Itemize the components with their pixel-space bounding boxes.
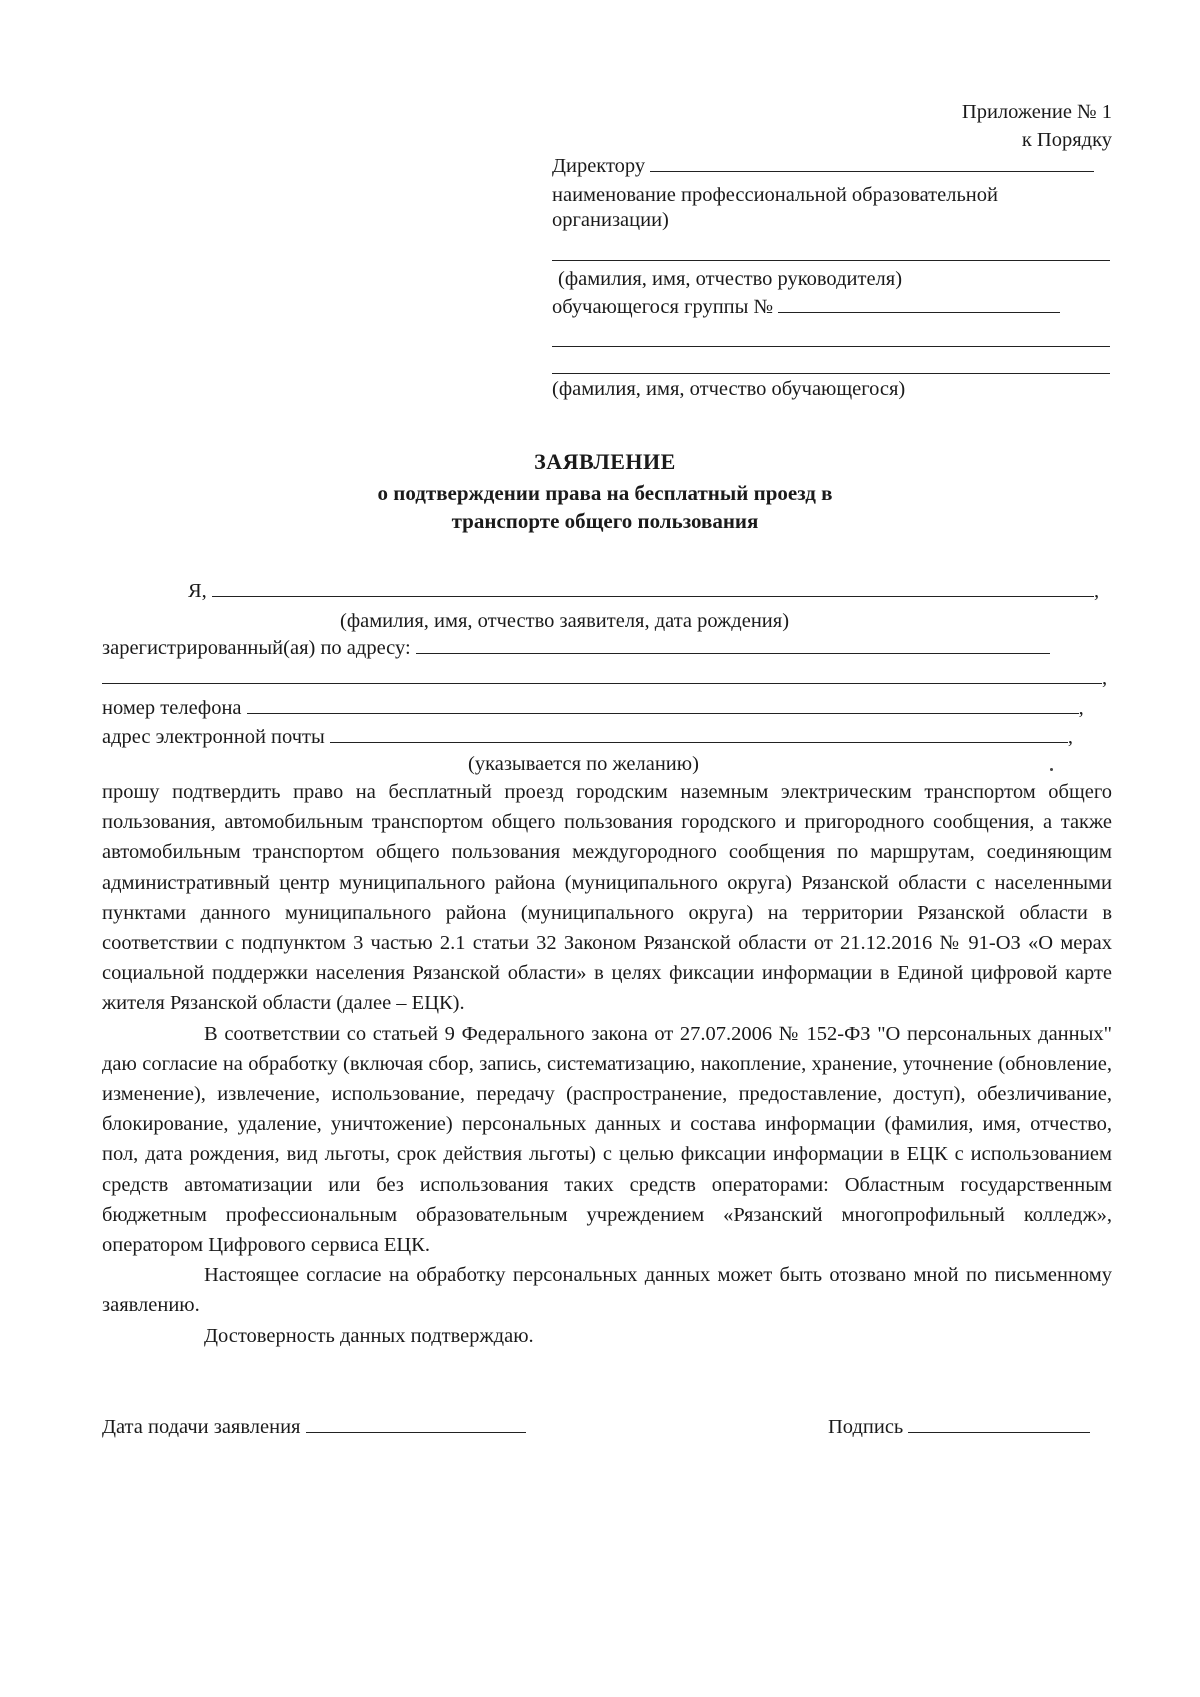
document-subtitle-line2: транспорте общего пользования [451, 509, 759, 533]
phone-line [102, 697, 1084, 720]
phone-label: номер телефона [102, 697, 242, 719]
scan-speck [1050, 768, 1053, 771]
signature-field[interactable] [908, 1432, 1090, 1433]
email-line [102, 726, 1073, 749]
request-paragraph: прошу подтвердить право на бесплатный проезд городским наземным электрическим транспортом общего пользования, автомобильным транспортом общего пользования городского и пригородного сообщения, а также автомобильным транспортом общего пользования междугородного сообщения по маршрутам, соединяющим административный центр муниципального района (муниципального округа) Рязанской области с населенными пунктами данного муниципального района (муниципального округа) на территории Рязанской области в соответствии с подпунктом 3 частью 2.1 статьи 32 Законом Рязанской области от 21.12.2016 № 91-ОЗ «О мерах социальной поддержки населения Рязанской области» в целях фиксации информации в Единой цифровой карте жителя Рязанской области (далее – ЕЦК). [102, 781, 1112, 1015]
email-comma: , [1067, 726, 1074, 748]
student-group-label: обучающегося группы № [552, 296, 774, 318]
student-fio-hint: (фамилия, имя, отчество обучающегося) [552, 378, 906, 400]
to-order-label: к Порядку [1021, 129, 1112, 151]
student-group-line [552, 296, 1060, 319]
head-fio-hint: (фамилия, имя, отчество руководителя) [558, 268, 903, 290]
email-label: адрес электронной почты [102, 726, 325, 748]
address-comma: , [1102, 667, 1108, 689]
phone-comma: , [1078, 697, 1084, 719]
org-name-hint-line2: организации) [552, 209, 669, 231]
signature-label: Подпись [828, 1416, 904, 1438]
signature-line [828, 1416, 1090, 1439]
org-name-hint-line1: наименование профессиональной образовательной [552, 184, 998, 206]
address-line [102, 637, 1050, 660]
address-line-2 [102, 667, 1107, 690]
address-label: зарегистрированный(ая) по адресу: [102, 637, 411, 659]
consent-paragraph: В соответствии со статьей 9 Федерального закона от 27.07.2006 № 152-ФЗ "О персональных данных" даю согласие на обработку (включая сбор, запись, систематизацию, накопление, хранение, уточнение (обновление, изменение), извлечение, использование, передачу (распространение, предоставление, доступ), обезличивание, блокирование, удаление, уничтожение) персональных данных и состава информации (фамилия, имя, отчество, пол, дата рождения, вид льготы, срок действия льготы) с целью фиксации информации в ЕЦК с использованием средств автоматизации или без использования таких средств операторами: Областным государственным бюджетным профессиональным образовательным учреждением «Рязанский многопрофильный колледж», оператором Цифрового сервиса ЕЦК. [102, 1022, 1112, 1257]
applicant-name-hint: (фамилия, имя, отчество заявителя, дата рождения) [340, 610, 790, 632]
student-group-field[interactable] [778, 312, 1060, 313]
student-fio-field-2[interactable] [552, 373, 1110, 374]
address-field[interactable] [416, 653, 1050, 654]
director-label: Директору [552, 155, 646, 177]
director-line [552, 155, 1094, 178]
submission-date-line [102, 1416, 526, 1439]
document-subtitle-line1: о подтверждении права на бесплатный проезд в [377, 481, 833, 505]
optional-hint: (указывается по желанию) [468, 753, 699, 775]
revoke-paragraph: Настоящее согласие на обработку персональных данных может быть отозвано мной по письменному заявлению. [102, 1264, 1112, 1317]
confirm-paragraph: Достоверность данных подтверждаю. [204, 1324, 534, 1347]
applicant-name-field[interactable] [212, 596, 1094, 597]
applicant-name-line [188, 580, 1099, 603]
email-field[interactable] [330, 742, 1068, 743]
head-fio-field[interactable] [552, 260, 1110, 261]
student-fio-field-1[interactable] [552, 346, 1110, 347]
applicant-i-label: Я, [188, 580, 207, 602]
document-body [102, 777, 1112, 1351]
appendix-number: Приложение № 1 [961, 101, 1112, 123]
director-name-field[interactable] [650, 171, 1094, 172]
submission-date-label: Дата подачи заявления [102, 1416, 301, 1438]
phone-field[interactable] [247, 713, 1079, 714]
address-field-2[interactable] [102, 683, 1102, 684]
submission-date-field[interactable] [306, 1432, 526, 1433]
document-title: ЗАЯВЛЕНИЕ [534, 449, 676, 474]
applicant-comma: , [1093, 580, 1100, 602]
